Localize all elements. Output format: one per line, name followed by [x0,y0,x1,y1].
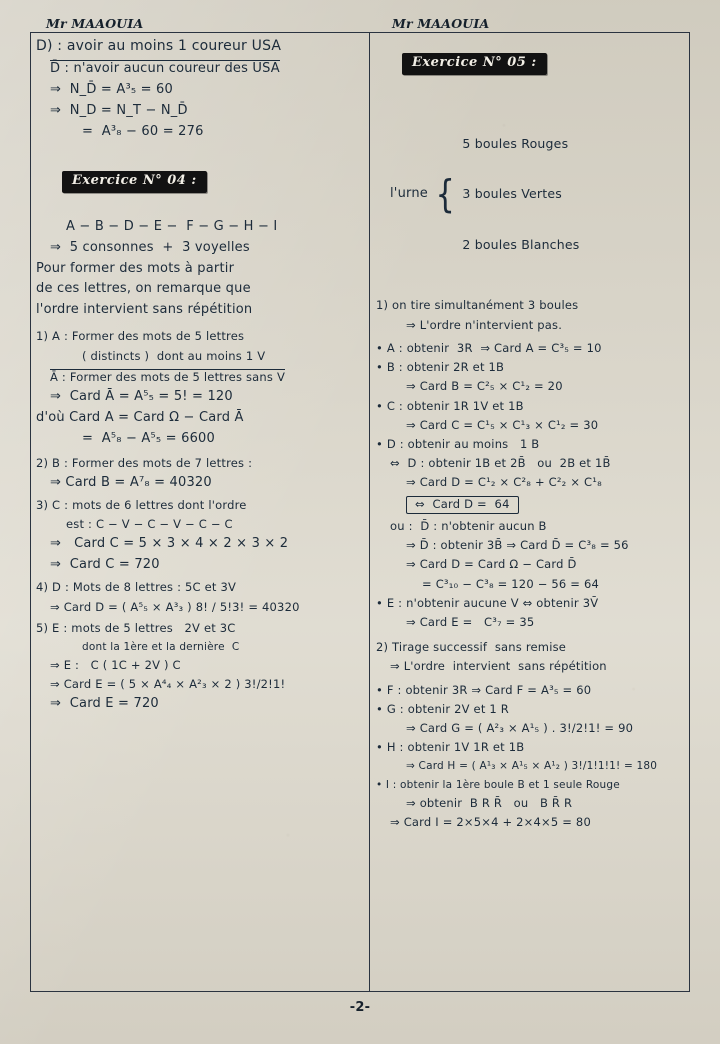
right-line: ⇒ Card I = 2×5×4 + 2×4×5 = 80 [390,814,591,829]
right-line: • C : obtenir 1R 1V et 1B [376,398,524,413]
right-line: • I : obtenir la 1ère boule B et 1 seule Rouge [376,778,620,791]
left-line: ⇒ 5 consonnes + 3 voyelles [50,239,250,255]
exercise-05-banner: Exercice N° 05 : [402,53,547,75]
left-line: Pour former des mots à partir [36,260,235,276]
left-line: = A⁵₈ − A⁵₅ = 6600 [82,430,215,446]
left-line: ⇒ N_D̄ = A³₅ = 60 [50,82,173,98]
left-line: 1) A : Former des mots de 5 lettres [36,329,245,344]
left-line: ⇒ Card E = 720 [50,696,159,712]
left-line: de ces lettres, on remarque que [36,281,251,297]
urn-items [462,102,579,288]
left-column [36,38,368,986]
left-line: dont la 1ère et la dernière C [82,640,240,653]
left-line: 5) E : mots de 5 lettres 2V et 3C [36,620,236,635]
exercise-05-banner-wrap [376,38,686,90]
left-line: 2) B : Former des mots de 7 lettres : [36,455,253,470]
right-line: ⇒ Card E = C³₇ = 35 [406,614,535,629]
left-line: ( distincts ) dont au moins 1 V [82,348,266,363]
left-line: est : C − V − C − V − C − C [66,517,233,532]
right-line: ⇒ Card D = Card Ω − Card D̄ [406,557,577,572]
left-line: D) : avoir au moins 1 coureur USA [36,38,282,54]
right-line: ⇒ L'ordre n'intervient pas. [406,317,563,332]
right-line: ⇒ L'ordre intervient sans répétition [390,659,607,674]
right-line: • G : obtenir 2V et 1 R [376,701,509,716]
urn-definition [376,102,579,288]
overline-text: D̄ : n'avoir aucun coureur des USA [50,61,280,77]
urn-label: l'urne [390,186,428,202]
right-line: = C³₁₀ − C³₈ = 120 − 56 = 64 [422,576,600,591]
exercise-04-banner-wrap [36,156,368,208]
exercise-04-banner: Exercice N° 04 : [62,171,207,193]
left-line: ⇒ Card Ā = A⁵₅ = 5! = 120 [50,389,233,404]
right-line: ⇒ D̄ : obtenir 3B̄ ⇒ Card D̄ = C³₈ = 56 [406,538,629,553]
right-line: 1) on tire simultanément 3 boules [376,298,579,313]
right-line: • E : n'obtenir aucune V ⇔ obtenir 3V̄ [376,595,599,610]
left-line: A − B − D − E − F − G − H − I [66,218,278,234]
right-line: ⇒ Card H = ( A¹₃ × A¹₅ × A¹₂ ) 3!/1!1!1! = 180 [406,760,658,773]
header-teacher-name-left: Mr MAAOUIA [46,16,144,31]
left-brace-icon: { [435,172,455,217]
column-divider [369,32,370,992]
right-line: ⇒ Card C = C¹₅ × C¹₃ × C¹₂ = 30 [406,417,599,432]
right-line: ⇔ D : obtenir 1B et 2B̄ ou 2B et 1B̄ [390,456,611,471]
left-line: d'où Card A = Card Ω − Card Ā [36,409,244,425]
left-line [36,369,368,384]
left-line: ⇒ N_D = N_T − N_D̄ [50,102,188,118]
right-line: ⇒ Card B = C²₅ × C¹₂ = 20 [406,379,563,394]
left-line: ⇒ Card B = A⁷₈ = 40320 [50,475,212,491]
right-line: • B : obtenir 2R et 1B [376,360,505,375]
right-line: ⇒ obtenir B R R̄ ou B R̄ R [406,795,573,810]
left-line [36,60,368,77]
right-line: ⇒ Card G = ( A²₃ × A¹₅ ) . 3!/2!1! = 90 [406,721,634,736]
left-line: 3) C : mots de 6 lettres dont l'ordre [36,497,247,512]
header-teacher-name-right: Mr MAAOUIA [392,16,490,31]
page-number: -2- [349,1000,371,1015]
right-line: 2) Tirage successif sans remise [376,640,567,655]
urn-item: 3 boules Vertes [462,186,562,202]
urn-item: 2 boules Blanches [462,236,580,252]
left-line: ⇒ E : C ( 1C + 2V ) C [50,658,181,672]
right-line: ⇒ Card D = C¹₂ × C²₈ + C²₂ × C¹₈ [406,475,602,490]
left-line: = A³₈ − 60 = 276 [82,123,204,139]
overline-text: Ā : Former des mots de 5 lettres sans V [50,369,286,384]
right-line: ou : D̄ : n'obtenir aucun B [390,518,547,533]
left-line: ⇒ Card C = 720 [50,557,160,573]
urn-item: 5 boules Rouges [462,135,569,151]
left-line: l'ordre intervient sans répétition [36,302,253,318]
left-line: ⇒ Card E = ( 5 × A⁴₄ × A²₃ × 2 ) 3!/2!1! [50,677,286,692]
left-line: ⇒ Card D = ( A⁵₅ × A³₃ ) 8! / 5!3! = 40320 [50,599,300,614]
right-line: • D : obtenir au moins 1 B [376,436,540,451]
left-line: 4) D : Mots de 8 lettres : 5C et 3V [36,580,237,595]
right-column [376,38,686,986]
right-line: • F : obtenir 3R ⇒ Card F = A³₅ = 60 [376,682,592,697]
right-line: • H : obtenir 1V 1R et 1B [376,740,525,755]
right-line: • A : obtenir 3R ⇒ Card A = C³₅ = 10 [376,340,602,355]
right-line [376,496,686,514]
boxed-result: ⇔ Card D = 64 [406,496,519,514]
left-line: ⇒ Card C = 5 × 3 × 4 × 2 × 3 × 2 [50,536,289,552]
